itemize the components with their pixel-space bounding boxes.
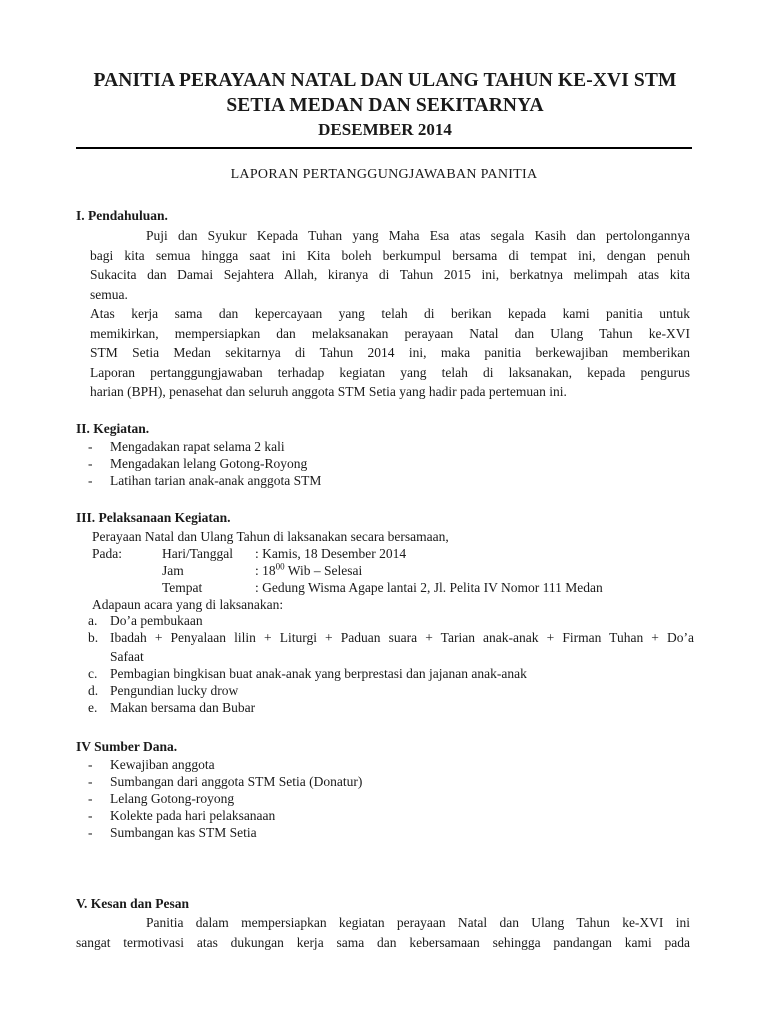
- pada-label: Pada:: [92, 546, 122, 561]
- bullet-dash: -: [88, 774, 93, 789]
- section5-line: Panitia dalam mempersiapkan kegiatan perayaan Natal dan Ulang Tahun ke-XVI ini: [146, 915, 690, 930]
- acara-item-continued: Safaat: [110, 649, 144, 664]
- hari-label: Hari/Tanggal: [162, 546, 234, 561]
- bullet-dash: -: [88, 791, 93, 806]
- acara-item: Pengundian lucky drow: [110, 683, 239, 698]
- acara-marker: d.: [88, 683, 99, 698]
- section1-paragraph2: [90, 304, 690, 402]
- document-title-line2: SETIA MEDAN DAN SEKITARNYA: [226, 95, 544, 116]
- acara-item: Do’a pembukaan: [110, 613, 203, 628]
- jam-suffix: Wib – Selesai: [284, 563, 363, 578]
- acara-marker: c.: [88, 666, 98, 681]
- list-item: Mengadakan rapat selama 2 kali: [110, 439, 285, 454]
- section5-paragraph: [76, 913, 690, 952]
- para2-line: STM Setia Medan sekitarnya di Tahun 2014 ini, maka panitia berkewajiban memberikan: [90, 345, 690, 360]
- para1-line: semua.: [90, 286, 128, 302]
- list-item: Kolekte pada hari pelaksanaan: [110, 808, 276, 823]
- document-title-line1: PANITIA PERAYAAN NATAL DAN ULANG TAHUN KE-XVI STM: [93, 70, 677, 91]
- para1-line: Sukacita dan Damai Sejahtera Allah, kiranya di Tahun 2015 ini, berkatnya melimpah atas kita: [90, 267, 690, 282]
- bullet-dash: -: [88, 473, 93, 488]
- section1-paragraph1: [90, 226, 690, 304]
- jam-superscript: 00: [275, 561, 285, 572]
- acara-marker: e.: [88, 700, 98, 715]
- section5-heading: V. Kesan dan Pesan: [76, 896, 190, 911]
- jam-label: Jam: [162, 563, 184, 578]
- acara-marker: a.: [88, 613, 98, 628]
- tempat-value: : Gedung Wisma Agape lantai 2, Jl. Pelita IV Nomor 111 Medan: [255, 580, 603, 595]
- document-date: DESEMBER 2014: [318, 120, 452, 139]
- para2-line: harian (BPH), penasehat dan seluruh anggota STM Setia yang hadir pada pertemuan ini.: [90, 384, 567, 399]
- list-item: Sumbangan dari anggota STM Setia (Donatur): [110, 774, 363, 789]
- section4-heading: IV Sumber Dana.: [76, 739, 178, 754]
- list-item: Sumbangan kas STM Setia: [110, 825, 257, 840]
- header-divider: [76, 147, 692, 149]
- bullet-dash: -: [88, 439, 93, 454]
- para2-line: Laporan pertanggungjawaban terhadap kegiatan yang telah di laksanakan, kepada pengurus: [90, 364, 690, 380]
- section1-heading: I. Pendahuluan.: [76, 208, 168, 223]
- tempat-label: Tempat: [162, 580, 203, 595]
- para2-line: Atas kerja sama dan kepercayaan yang telah di berikan kepada kami panitia untuk: [90, 306, 690, 321]
- section5-line: sangat termotivasi atas dukungan kerja sama dan kebersamaan sehingga pandangan kami pada: [76, 934, 690, 950]
- para1-line: bagi kita semua hingga saat ini Kita boleh berkumpul bersama di tempat ini, dengan penuh: [90, 247, 690, 263]
- bullet-dash: -: [88, 456, 93, 471]
- section2-heading: II. Kegiatan.: [76, 421, 150, 436]
- report-title: LAPORAN PERTANGGUNGJAWABAN PANITIA: [230, 167, 538, 182]
- bullet-dash: -: [88, 757, 93, 772]
- section3-heading: III. Pelaksanaan Kegiatan.: [76, 510, 231, 525]
- acara-item: Pembagian bingkisan buat anak-anak yang berprestasi dan jajanan anak-anak: [110, 666, 527, 681]
- acara-intro: Adapaun acara yang di laksanakan:: [92, 597, 284, 612]
- list-item: Mengadakan lelang Gotong-Royong: [110, 456, 308, 471]
- bullet-dash: -: [88, 825, 93, 840]
- bullet-dash: -: [88, 808, 93, 823]
- acara-marker: b.: [88, 630, 99, 645]
- hari-value: : Kamis, 18 Desember 2014: [255, 546, 407, 561]
- list-item: Kewajiban anggota: [110, 757, 215, 772]
- acara-item: Ibadah + Penyalaan lilin + Liturgi + Paduan suara + Tarian anak-anak + Firman Tuhan + Do’a: [110, 630, 694, 645]
- para2-line: memikirkan, mempersiapkan dan melaksanakan perayaan Natal dan Ulang Tahun ke-XVI: [90, 325, 690, 341]
- list-item: Latihan tarian anak-anak anggota STM: [110, 473, 322, 488]
- jam-prefix: : 18: [255, 563, 276, 578]
- list-item: Lelang Gotong-royong: [110, 791, 235, 806]
- section3-intro: Perayaan Natal dan Ulang Tahun di laksanakan secara bersamaan,: [92, 529, 449, 544]
- acara-item: Makan bersama dan Bubar: [110, 700, 256, 715]
- para1-line: Puji dan Syukur Kepada Tuhan yang Maha Esa atas segala Kasih dan pertolongannya: [146, 228, 690, 243]
